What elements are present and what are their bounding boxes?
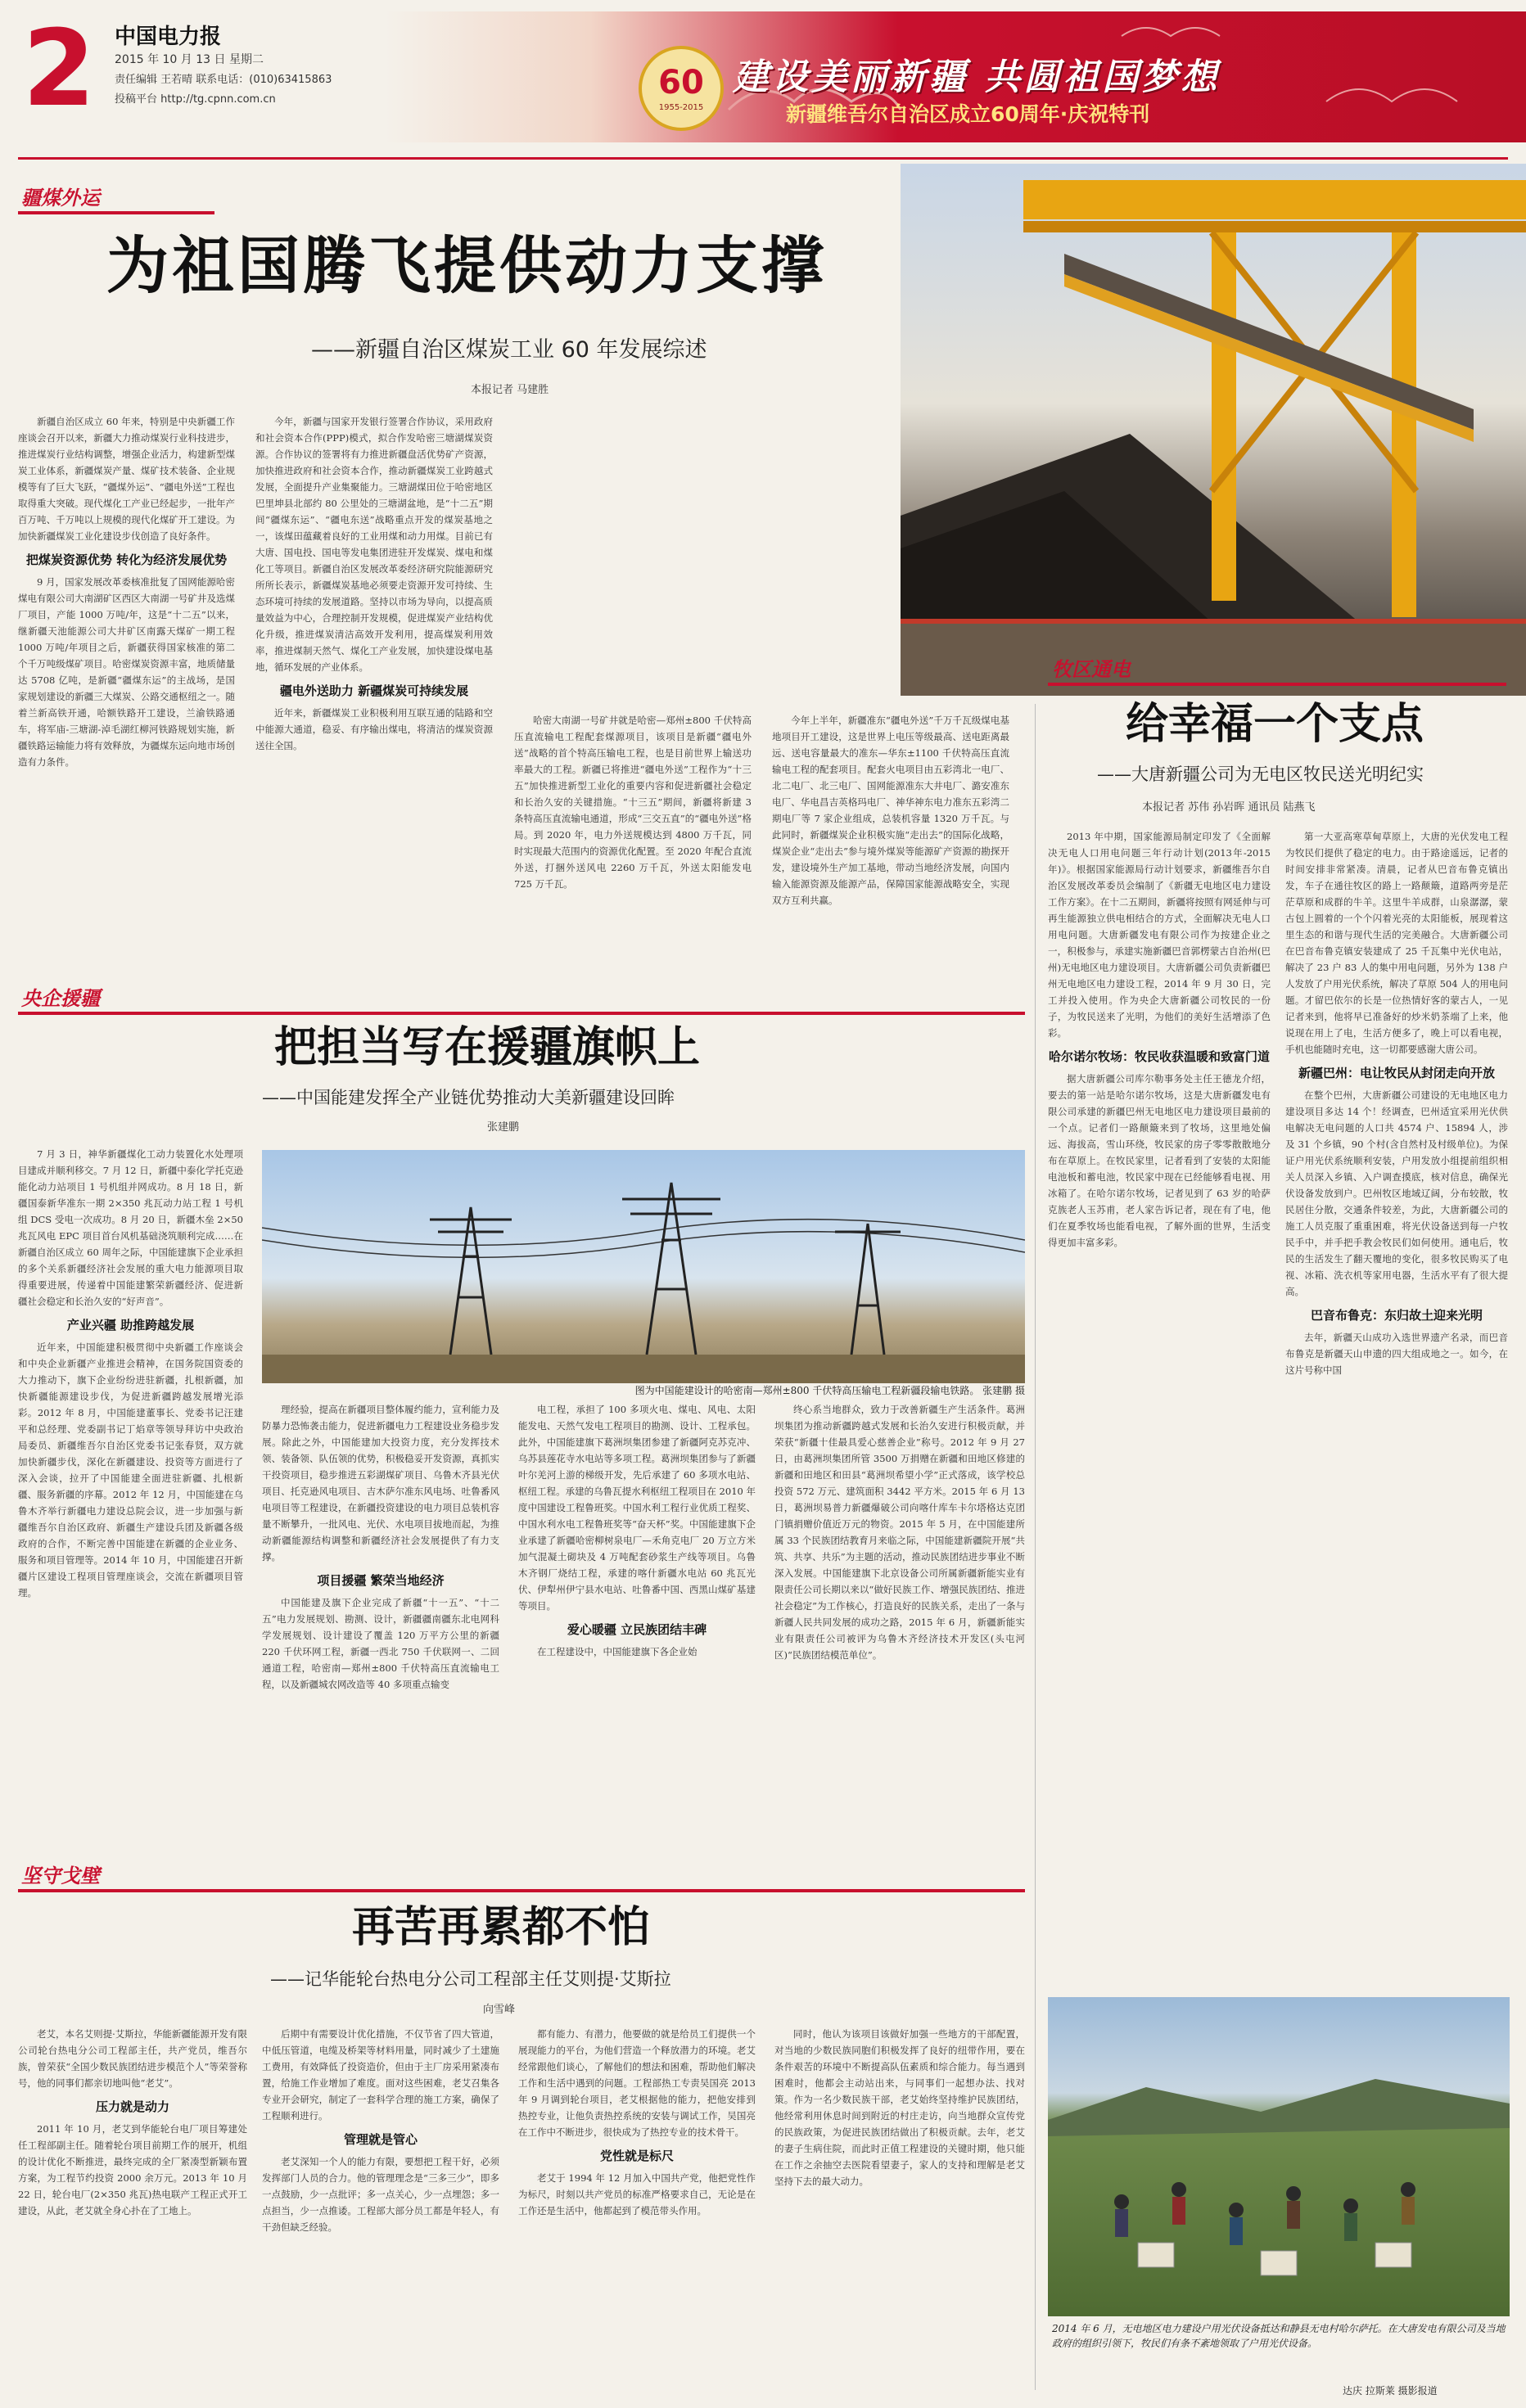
towers-photo-caption: 图为中国能建设计的哈密南—郑州±800 千伏特高压输电工程新疆段输电铁路。 张建鹏 摄 [634, 1385, 1025, 1396]
article2-column-1 [18, 1146, 243, 1825]
section-tag-gobi: 坚守戈壁 [21, 1865, 100, 1887]
article1-column-2 [255, 413, 493, 937]
anniversary-logo: 60 1955-2015 [639, 46, 724, 131]
article3-c2b: 在整个巴州，大唐新疆公司建设的无电地区电力建设项目多达 14 个！经调查，巴州适宜采用光伏供电解决无电问题的人口共 4574 户、15894 人，涉及 31 个乡镇，90 个村(含自然村及村级单位)。为保证户用光伏系统顺利安装，户用发放小组提前组织相关人员深入乡镇、入户调查摸底，核对信息，确保光伏设备发放到户。巴州牧区地域辽阔，分布较散，牧民居住分散，交通条件较差，为此，大唐新疆公司的施工人员克服了重重困难，将光伏设备送到每一户牧民手中，并手把手教会牧民们如何使用。通电后，牧民的生活发生了翻天覆地的变化，很多牧民购买了电视、冰箱、洗衣机等家用电器，生活水平有了很大提高。 [1285, 1089, 1508, 1297]
article2-title: 把担当写在援疆旗帜上 [274, 1023, 701, 1072]
herders-photo-caption: 2014 年 6 月，无电地区电力建设户用光伏设备抵达和静县无电村哈尔萨托。在大唐发电有限公司及当地政府的组织引领下，牧民们有条不紊地领取了户用光伏设备。 [1052, 2323, 1506, 2349]
article1-c1-subhead: 把煤炭资源优势 转化为经济发展优势 [25, 552, 228, 567]
section-tag-central-soe: 央企援疆 [21, 987, 100, 1010]
article2-byline: 张建鹏 [487, 1121, 520, 1134]
article4-title: 再苦再累都不怕 [352, 1903, 651, 1952]
herders-photo-credit: 达庆 拉斯莱 摄影报道 [1343, 2385, 1438, 2397]
article2-c3: 电工程，承担了 100 多项火电、煤电、风电、太阳能发电、天然气发电工程项目的勘测、设计、工程承包。此外，中国能建旗下葛洲坝集团参建了新疆阿克苏克冲、乌苏县莲花寺水电站等多项工程。葛洲坝集团参与了新疆叶尔羌河上游的梯级开发，先后承建了 60 多项水电站、枢纽工程。承建的乌鲁瓦提水利枢纽工程项目在 2010 年度中国建设工程鲁班奖。中国水利工程行业优质工程奖、中国水利水电工程鲁班奖等“奋天杯”奖。中国能建旗下企业承建了新疆哈密柳树泉电厂—禾角克电厂 20 万立方米加气混凝土砌块及 4 万吨配套砂浆生产线等项目。乌鲁木齐钢厂烧结工程，承建的喀什新疆水电站 60 兆瓦光伏、伊犁州伊宁县水电站、吐鲁番中国、西黑山煤矿基建等项目。 [518, 1404, 756, 1612]
article2-c3-subhead: 爱心暖疆 立民族团结丰碑 [567, 1622, 707, 1637]
article3-c1b: 据大唐新疆公司库尔勒事务处主任王德龙介绍，要去的第一站是哈尔诺尔牧场，这是大唐新疆发电有限公司承建的新疆巴州无电地区电力建设项目最前的一个点。记者们一路颠簸来到了牧场，这里地处偏远、海拔高，雪山环绕，牧民家的房子零零散散地分布在草原上。在牧民家里，记者看到了安装的太阳能电池板和蓄电池，牧民家中现在已经能够看电视、用冰箱了。在哈尔诺尔牧场，记者见到了 63 岁的哈萨克族老人玉苏甫，老人家告诉记者，现在有了电，他们在夏季牧场也能看电视，了解外面的世界，生活变得更加丰富多彩。 [1048, 1073, 1271, 1248]
article3-c2c: 去年，新疆天山成功入选世界遗产名录，而巴音布鲁克是新疆天山申遗的四大组成地之一。如今，在这片号称中国 [1285, 1332, 1508, 1376]
section-rule-coal [18, 211, 214, 214]
herders-photo [1048, 1997, 1510, 2316]
article4-c1b: 2011 年 10 月，老艾到华能轮台电厂项目筹建处任工程部副主任。随着轮台项目前期工作的展开，机组的设计优化不断推进，最终完成的全厂紧凑型新颖布置方案，为工程节约投资 2000 余万元。2013 年 10 月 22 日，轮台电厂(2×350 兆瓦)热电联产工程正式开工建设，从此，老艾就全身心扑在了工地上。 [18, 2123, 247, 2216]
article4-c2b: 老艾深知一个人的能力有限，要想把工程干好，必须发挥部门人员的合力。他的管理理念是“三多三少”，即多一点鼓励，少一点批评；多一点关心，少一点埋怨；多一点担当，少一点推诿。工程部大部分员工都是年轻人，有干劲但缺乏经验。 [262, 2156, 499, 2233]
masthead [0, 0, 1526, 156]
article4-column-3 [518, 2026, 756, 2398]
article3-column-1 [1048, 828, 1271, 1991]
article1-title: 为祖国腾飞提供动力支撑 [106, 229, 827, 302]
article2-c4: 终心系当地群众，致力于改善新疆生产生活条件。葛洲坝集团为推动新疆跨越式发展和长治久安进行积极贡献，并荣获“新疆十佳最具爱心慈善企业”称号。2012 年 9 月 27 日，由葛洲坝集团所管 3500 万捐赠在新疆和田地区修建的新疆和田地区和田县“葛洲坝希望小学”正式落成，该学校总投资 572 万元、建筑面积 3442 平方米。2015 年 6 月 13 日，葛洲坝易普力新疆爆破公司向喀什库车卡尔塔格达克团门镇捐赠价值近万元的物资。2015 年 5 月，在中国能建所属 33 个民族团结教育月来临之际，中国能建新疆院开展“共筑、共享、共乐”为主题的活动，推动民族团结进步事业不断深入发展。中国能建旗下北京设备公司所属新疆新能实业有限责任公司长期以来以“做好民族工作、增强民族团结、推进社会稳定”为工作核心，打造良好的民族关系，走出了一条与新疆人民共同发展的成功之路，2015 年 6 月，新疆新能实业有限责任公司被评为乌鲁木齐经济技术开发区(头屯河区)“民族团结模范单位”。 [774, 1404, 1025, 1661]
article3-c2-subhead: 新疆巴州：电让牧民从封闭走向开放 [1298, 1066, 1495, 1080]
editor-line: 责任编辑 王若晴 联系电话：(010)63415863 [115, 74, 332, 86]
paper-name: 中国电力报 [115, 25, 222, 49]
article1-c2-subhead: 疆电外送助力 新疆煤炭可持续发展 [279, 683, 469, 698]
article3-c2: 第一大亚高寒草甸草原上，大唐的光伏发电工程为牧民们提供了稳定的电力。由于路途遥远，记者的时间安排非常紧凑。清晨，记者从巴音布鲁克镇出发，车子在通往牧区的路上一路颠簸，道路两旁是茫茫草原和成群的牛羊。这里牛羊成群，山泉潺潺，蒙古包上圆着的一个个闪着光亮的太阳能板，展现着这里生态的和谐与现代生活的完美融合。大唐新疆公司在巴音布鲁克镇安装建成了 25 千瓦集中光伏电站，解决了 23 户 83 人的集中用电问题，另外为 138 户人发放了户用光伏系统，解决了草原 504 人的用电问题。才留巴依尔的长是一位热情好客的蒙古人，一见记者来到，他将早已准备好的炒米奶茶端了上来，他说现在用上了电，生活方便多了，晚上可以看电视，手机也能随时充电，这一切都要感谢大唐公司。 [1285, 831, 1508, 1055]
article2-c2-subhead: 项目援疆 繁荣当地经济 [317, 1573, 445, 1588]
article2-c1-subhead: 产业兴疆 助推跨越发展 [66, 1318, 195, 1333]
article2-column-3 [518, 1401, 756, 1827]
article4-byline: 向雪峰 [483, 2004, 516, 2016]
coal-crane-icon [901, 164, 1526, 696]
article4-c4: 同时，他认为该项目该做好加强一些地方的干部配置，对当地的少数民族同胞们积极发挥了良好的纽带作用，要在条件艰苦的环境中不断提高队伍素质和综合能力。每当遇到困难时，他都会主动站出来，与同事们一起想办法、找对策。作为一名少数民族干部，老艾始终坚持维护民族团结，他经常利用休息时间到附近的村庄走访，向当地群众宣传党的民族政策，为促进民族团结做出了积极贡献。去年，老艾的妻子生病住院，而此时正值工程建设的关键时期，他只能在工作之余抽空去医院看望妻子，家人的支持和理解是老艾坚持下去的最大动力。 [774, 2028, 1025, 2187]
article3-title: 给幸福一个支点 [1126, 700, 1424, 749]
article3-c2-subhead-2: 巴音布鲁克：东归故土迎来光明 [1310, 1308, 1483, 1323]
article1-c1b: 9 月，国家发展改革委核准批复了国网能源哈密煤电有限公司大南湖矿区西区大南湖一号矿井及选煤厂项目，产能 1000 万吨/年，这是“十二五”以来，继新疆天池能源公司大井矿区南露天煤矿一期工程 1000 万吨/年项目之后，新疆获得国家核准的第二个千万吨级煤矿项目。哈密煤炭资源丰富，地质储量达 5708 亿吨，是新疆“疆煤东运”的主战场，是国家规划建设的新疆三大煤炭、公路交通枢纽之一。随着兰新高铁开通，哈额铁路开工建设，兰渝铁路通车，将军庙-三塘湖-淖毛湖红柳河铁路规划实施，新疆铁路运输能力将有效释放，为疆煤东运向地市场创造有力条件。 [18, 576, 235, 768]
article3-column-2 [1285, 828, 1508, 1991]
article1-c4: 今年上半年，新疆准东“疆电外送”千万千瓦级煤电基地项目开工建设，这是世界上电压等级最高、送电距离最远、送电容量最大的准东—华东±1100 千伏特高压直流输电工程的配套项目。配套火电项目由五彩湾北一电厂、北二电厂、北三电厂、国网能源准东大井电厂、潞安准东电厂、华电昌吉英格玛电厂、神华神东电力准东五彩湾二期电厂等 7 家企业组成，总装机容量 1320 万千瓦。与此同时，新疆煤炭企业积极实施“走出去”的国际化战略，煤炭企业“走出去”参与境外煤炭等能源矿产资源的勘探开发，建设境外生产加工基地，带动当地经济发展，向国内输入能源资源及能源产品，保障国家能源战略安全，实现双方互利共赢。 [772, 715, 1009, 906]
article4-c2: 后期中有需要设计优化措施，不仅节省了四大管道，中低压管道，电缆及桥架等材料用量，同时减少了土建施工费用，有效降低了投资造价，但由于主厂房采用紧凑布置，给施工作业增加了难度。面对这些困难，老艾召集各专业开会研究，制定了一套科学合理的施工方案，确保了工程顺利进行。 [262, 2028, 499, 2122]
masthead-rule [18, 157, 1508, 160]
article1-column-4 [772, 712, 1009, 941]
article1-c2b: 近年来，新疆煤炭工业积极利用互联互通的陆路和空中能源大通道，稳妥、有序输出煤电，将清洁的煤炭资源送往全国。 [255, 707, 493, 751]
article3-c1: 2013 年中期，国家能源局制定印发了《全面解决无电人口用电问题三年行动计划(2013年-2015年)》。根据国家能源局行动计划要求，新疆维吾尔自治区发展改革委员会编制了《新疆无电地区电力建设工作方案》。在十二五期间，新疆将按照有网延伸与可再生能源独立供电相结合的方式，全面解决无电人口用电问题。大唐新疆发电有限公司作为按建企业之一，积极参与，承建实施新疆巴音郭楞蒙古自治州(巴州)无电地区电力建设项目。大唐新疆公司负责新疆巴州无电地区电力建设工程，2014 年 9 月 30 日，完工并投入使用。作为央企大唐新疆公司牧民的一份子，为牧民送来了光明，为他们的美好生活增添了色彩。 [1048, 831, 1271, 1039]
section-rule-gobi [18, 1889, 1025, 1892]
section-rule-central-soe [18, 1012, 1025, 1015]
article4-subtitle: ——记华能轮台热电分公司工程部主任艾则提·艾斯拉 [270, 1969, 671, 1989]
article2-column-2 [262, 1401, 499, 1827]
article3-byline: 本报记者 苏伟 孙岩晖 通讯员 陆燕飞 [1142, 801, 1316, 814]
article4-c3-subhead: 党性就是标尺 [599, 2149, 674, 2163]
article2-c2: 理经验，提高在新疆项目整体履约能力，宣利能力及防暴力恐怖袭击能力，促进新疆电力工程建设业务稳步发展。除此之外，中国能建加大投资力度，充分发挥技术领、装备领、队伍领的优势，积极稳妥开发资源，真抓实干投资项目，稳步推进五彩湖煤矿项目、乌鲁木齐县光伏项目、托克逊风电项目、吉木萨尔准东风电场、吐鲁番风电项目等工程建设，在新疆投资建设的电力项目总装机容量不断攀升，一批风电、光伏、水电项目拔地而起，为推动新疆能源结构调整和新疆经济社会发展提供了有力支撑。 [262, 1404, 499, 1562]
article4-c1-subhead: 压力就是动力 [95, 2099, 169, 2114]
section-tag-coal: 疆煤外运 [21, 187, 100, 210]
transmission-towers-photo [262, 1150, 1025, 1383]
article3-subtitle: ——大唐新疆公司为无电区牧民送光明纪实 [1097, 764, 1424, 784]
article4-c2-subhead: 管理就是管心 [343, 2132, 418, 2147]
section-rule-pastoral [1048, 683, 1506, 686]
article1-c1: 新疆自治区成立 60 年来，特别是中央新疆工作座谈会召开以来，新疆大力推动煤炭行业科技进步，推进煤炭行业结构调整，增强企业活力，构建新型煤炭工业体系，新疆煤炭产量、煤矿技术装备、企业规模等有了巨大飞跃，“疆煤外运”、“疆电外送”工程也取得重大突破。现代煤化工产业已经起步，一批年产百万吨、千万吨以上规模的现代化煤矿开工建设。为加快新疆煤炭工业化建设步伐创造了良好条件。 [18, 416, 235, 542]
article2-subtitle: ——中国能建发挥全产业链优势推动大美新疆建设回眸 [262, 1088, 675, 1107]
coal-terminal-photo [901, 164, 1526, 696]
article4-column-2 [262, 2026, 499, 2398]
article4-column-4 [774, 2026, 1025, 2398]
issue-date: 2015 年 10 月 13 日 星期二 [115, 53, 264, 66]
article2-c1b: 近年来，中国能建积极贯彻中央新疆工作座谈会和中央企业新疆产业推进会精神，在国务院国资委的大力推动下，旗下企业纷纷进驻新疆，扎根新疆，加快新疆能源建设步伐，为促进新疆跨越发展增光添彩。2012 年 8 月，中国能建董事长、党委书记汪建平和总经理、党委副书记丁焰章等领导拜访中央政治局委员、新疆维吾尔自治区党委书记张春贤，双方就加快新疆步伐，深化在新疆建设、投资等方面进行了深入会谈，拉开了中国能建全面进驻新疆、扎根新疆、服务新疆的序幕。2012 年 12 月，中国能建在乌鲁木齐举行新疆电力建设总院会议，进一步加强与新疆维吾尔自治区政府、新疆生产建设兵团及新疆各级政府的合作，不断完善中国能建在新疆的企业业务、服务和项目管理等。2014 年 10 月，中国能建召开新疆片区建设工程项目管理座谈会，交流在新疆项目管理。 [18, 1342, 243, 1599]
article2-c2b: 中国能建及旗下企业完成了新疆“十一五”、“十二五”电力发展规划、勘测、设计，新疆疆南疆东北电网科学发展规划、设计建设了覆盖 120 万平方公里的新疆 220 千伏环网工程，新疆一西北 750 千伏联网一、二回通道工程，哈密南—郑州±800 千伏特高压直流输电工程，以及新疆城农网改造等 40 多项重点输变 [262, 1597, 499, 1690]
article1-c2: 今年，新疆与国家开发银行签署合作协议，采用政府和社会资本合作(PPP)模式，拟合作发哈密三塘湖煤炭资源。合作协议的签署将有力推进新疆盘活优势矿产资源，加快推进政府和社会资本合作，推动新疆煤炭工业跨越式发展，全面提升产业集聚能力。三塘湖煤田位于哈密地区巴里坤县北部约 80 公里处的三塘湖盆地，是“十二五”期间“疆煤东运”、“疆电东送”战略重点开发的煤炭基地之一，该煤田蕴藏着良好的工业用煤和动力用煤。目前已有大唐、国电投、国电等发电集团进驻开发煤炭、煤电和煤化工等项目。新疆自治区发展改革委经济研究院能源研究所所长表示，新疆煤炭基地必须要走资源开发可持续、生态环境可持续的发展道路。坚持以市场为导向，以提高质量效益为中心，合理控制开发规模，促进煤炭产业结构优化升级，推进煤炭清洁高效开发利用，提高煤炭利用效率，推进煤制天然气、煤化工产业发展，加快建设煤电基地，循环发展的产业体系。 [255, 416, 493, 673]
article1-column-3 [514, 712, 752, 941]
herders-crowd-icon [1048, 1997, 1510, 2316]
banner-special: 新疆维吾尔自治区成立60周年·庆祝特刊 [786, 102, 1150, 126]
article2-column-4 [774, 1401, 1025, 1827]
article1-c3: 哈密大南湖一号矿井就是哈密—郑州±800 千伏特高压直流输电工程配套煤源项目，该项目是新疆“疆电外送”战略的首个特高压输电工程，也是目前世界上输送功率最大的工程。新疆已将推进“疆电外送”工程作为“十三五”加快推进新型工业化的重要内容和促进新疆社会稳定和长治久安的关键措施。“十三五”期间，新疆将新建 3 条特高压直流输电通道，形成“三交五直”的“疆电外送”格局。到 2020 年，电力外送规模达到 4800 万千瓦，同时实现最大范围内的资源优化配置。至 2020 年配合直流外送，打捆外送风电 2260 万千瓦，外送太阳能发电 725 万千瓦。 [514, 715, 752, 890]
article1-column-1 [18, 413, 235, 937]
column-divider [1035, 704, 1036, 2390]
article1-byline: 本报记者 马建胜 [471, 384, 549, 396]
article4-c1: 老艾，本名艾则提·艾斯拉，华能新疆能源开发有限公司轮台热电分公司工程部主任，共产党员，维吾尔族，曾荣获“全国少数民族团结进步模范个人”等荣誉称号，他的同事们都亲切地叫他“老艾”。 [18, 2028, 247, 2089]
pylon-icon [262, 1150, 1025, 1383]
article2-c1: 7 月 3 日，神华新疆煤化工动力装置化水处理项目建成并顺利移交。7 月 12 日，新疆中泰化学托克逊能化动力站项目 1 号机组并网成功。8 月 18 日，新疆国泰新华准东一期 2×350 兆瓦动力站工程 1 号机组 DCS 受电一次成功。8 月 20 日，新疆木垒 2×50 兆瓦风电 EPC 项目首台风机基础浇筑顺利完成……在新疆自治区成立 60 周年之际，中国能建旗下企业承担的多个关系新疆经济社会发展的重大电力能源项目取得重要进展，传递着中国能建繁荣新疆经济、促进新疆社会稳定和长治久安的“好声音”。 [18, 1148, 243, 1307]
article2-c3b: 在工程建设中，中国能建旗下各企业始 [537, 1646, 698, 1657]
article3-c1-subhead: 哈尔诺尔牧场：牧民收获温暖和致富门道 [1048, 1049, 1270, 1064]
page-number: 2 [22, 8, 96, 130]
section-tag-pastoral: 牧区通电 [1052, 658, 1131, 681]
article4-c3: 都有能力、有潜力，他要做的就是给员工们提供一个展现能力的平台，为他们营造一个释放潜力的环境。老艾经常跟他们谈心，了解他们的想法和困难，帮助他们解决工作和生活中遇到的问题。工程部热工专责吴国亮 2013 年 9 月调到轮台项目，老艾根据他的能力，把他安排到热控专业，让他负责热控系统的安装与调试工作，吴国亮在工作中不断进步，很快成为了热控专业的技术骨干。 [518, 2028, 756, 2138]
article1-subtitle: ——新疆自治区煤炭工业 60 年发展综述 [311, 337, 707, 363]
submission-line: 投稿平台 http://tg.cpnn.com.cn [115, 93, 276, 106]
logo-years: 1955-2015 [658, 103, 704, 112]
article4-c3b: 老艾于 1994 年 12 月加入中国共产党，他把党性作为标尺，时刻以共产党员的标准严格要求自己，无论是在工作还是生活中，他都起到了模范带头作用。 [518, 2172, 756, 2216]
article4-column-1 [18, 2026, 247, 2398]
banner-slogan: 建设美丽新疆 共圆祖国梦想 [733, 56, 1221, 98]
